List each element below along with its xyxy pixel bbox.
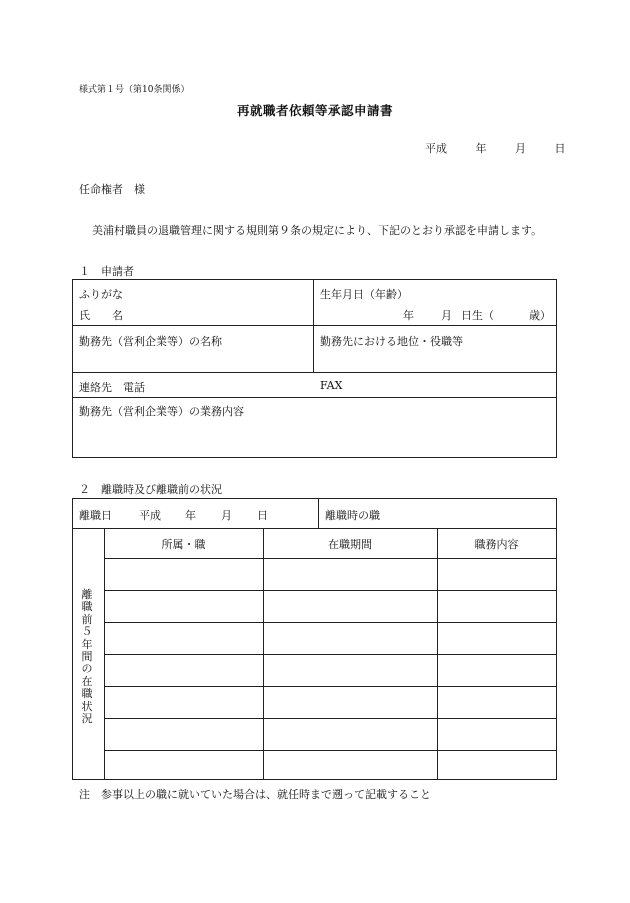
position-label: 勤務先における地位・役職等 <box>320 335 463 348</box>
retire-date-label: 離職日 <box>79 509 112 522</box>
applicant-table <box>72 279 557 458</box>
retire-month: 月 <box>221 509 232 522</box>
row-contact <box>73 373 556 398</box>
vertical-char: の <box>81 662 93 676</box>
column-header: 在職期間 <box>328 538 372 551</box>
retire-year: 年 <box>185 509 196 522</box>
date-era: 平成 <box>425 142 447 155</box>
vertical-char: ５ <box>81 625 93 639</box>
addressee: 任命権者 様 <box>79 183 145 196</box>
vertical-char: 職 <box>81 600 93 614</box>
section1-heading: １ 申請者 <box>79 265 134 278</box>
divider <box>104 654 556 655</box>
vertical-char: 職 <box>81 687 93 701</box>
page-title: 再就職者依頼等承認申請書 <box>236 103 393 118</box>
birth-month: 月 <box>441 309 452 322</box>
retire-day: 日 <box>257 509 268 522</box>
birth-age: 歳） <box>529 309 551 322</box>
vertical-char: 在 <box>81 674 93 688</box>
section2-heading: ２ 離職時及び離職前の状況 <box>79 483 222 496</box>
business-label: 勤務先（営利企業等）の業務内容 <box>79 405 244 418</box>
vertical-char: 況 <box>81 712 93 726</box>
column-header: 所属・職 <box>161 538 206 551</box>
divider <box>104 686 556 687</box>
retire-post-label: 離職時の職 <box>325 509 380 522</box>
divider <box>73 528 556 529</box>
divider <box>104 750 556 751</box>
contact-phone-label: 連絡先 電話 <box>79 381 145 394</box>
fax-label: FAX <box>320 379 343 392</box>
vertical-char: 年 <box>81 637 93 651</box>
vertical-char: 間 <box>81 650 93 664</box>
vertical-char: 状 <box>81 699 93 713</box>
name-label: 氏 名 <box>79 309 123 322</box>
vertical-char: 離 <box>81 588 93 601</box>
date-day: 日 <box>554 142 566 155</box>
note: 注 参事以上の職に就いていた場合は、就任時まで遡って記載すること <box>79 788 431 801</box>
statement: 美浦村職員の退職管理に関する規則第９条の規定により、下記のとおり承認を申請します。 <box>92 224 543 237</box>
employer-name-label: 勤務先（営利企業等）の名称 <box>79 335 222 348</box>
application-date <box>425 140 566 156</box>
divider <box>313 280 314 373</box>
birthdate-label: 生年月日（年齢） <box>320 288 408 301</box>
vertical-char: 前 <box>81 612 93 626</box>
birth-day-born: 日生（ <box>461 309 494 322</box>
furigana-label: ふりがな <box>79 288 123 301</box>
date-year: 年 <box>475 142 487 155</box>
form-number: 様式第１号（第10条関係） <box>79 85 190 95</box>
column-header: 職務内容 <box>474 538 519 551</box>
birth-year: 年 <box>403 309 414 322</box>
divider <box>104 718 556 719</box>
divider <box>104 622 556 623</box>
retire-era: 平成 <box>139 509 161 522</box>
divider <box>104 590 556 591</box>
retirement-table <box>72 498 557 780</box>
date-month: 月 <box>515 142 526 155</box>
divider <box>104 558 556 559</box>
vertical-label <box>79 589 95 725</box>
divider <box>318 499 319 528</box>
